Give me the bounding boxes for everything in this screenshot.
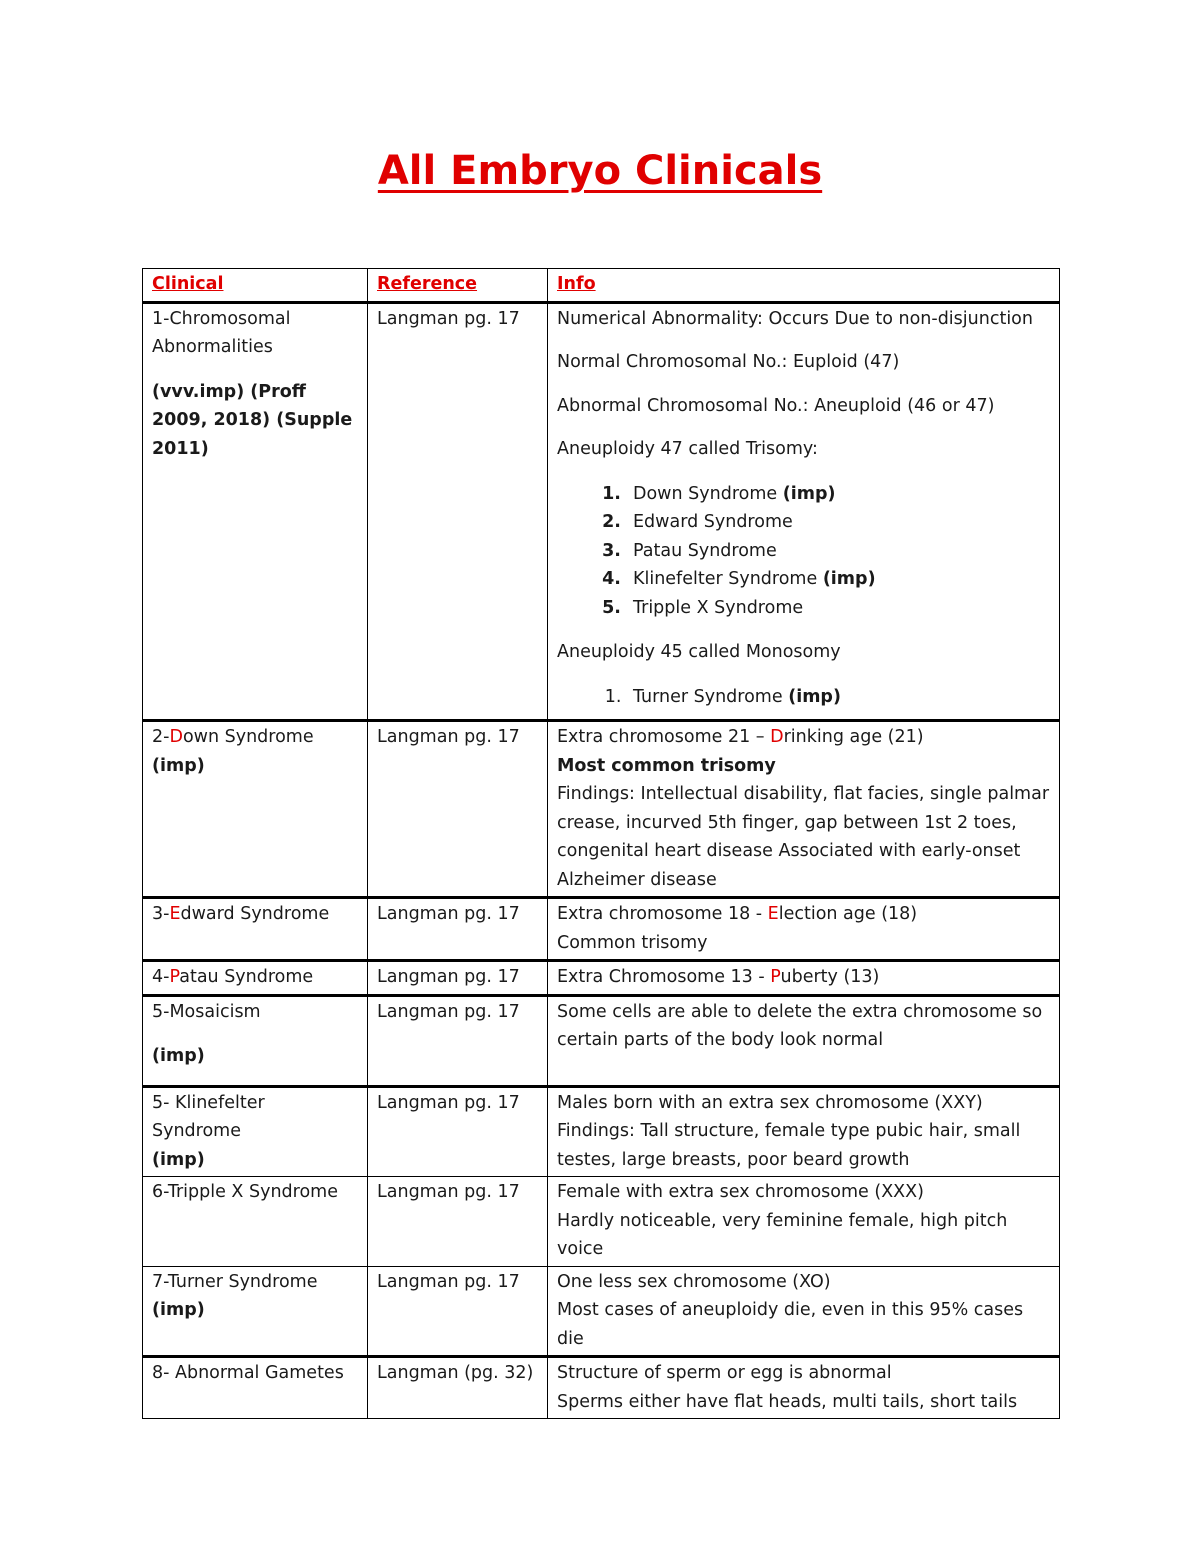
header-cell: [548, 269, 1060, 303]
imp-tag: (imp): [152, 1300, 205, 1320]
clinical-cell: 5- Klinefelter Syndrome (imp): [143, 1086, 368, 1177]
info-line: Abnormal Chromosomal No.: Aneuploid (46 or 47): [557, 395, 995, 416]
info-cell: Extra Chromosome 13 - Puberty (13): [548, 961, 1060, 996]
info-line: Numerical Abnormality: Occurs Due to non-disjunction: [557, 308, 1033, 329]
table-row: [143, 1086, 1060, 1177]
reference-cell: Langman pg. 17: [368, 961, 548, 996]
info-cell: Extra chromosome 18 - Election age (18) Common trisomy: [548, 898, 1060, 961]
table-row: [143, 302, 1060, 721]
header-clinical: Clinical: [152, 274, 224, 294]
info-cell: Structure of sperm or egg is abnormal Sperms either have flat heads, multi tails, short tails: [548, 1357, 1060, 1419]
reference-cell: Langman pg. 17: [368, 1177, 548, 1267]
list-item: 3. Patau Syndrome: [627, 537, 1050, 566]
info-cell: Extra chromosome 21 – Drinking age (21) Most common trisomy Findings: Intellectual disability, flat facies, single palmar crease, incurved 5th finger, gap between 1st 2 toes, congenital heart disease Associated with early-onset Alzheimer disease: [548, 721, 1060, 898]
info-cell: Female with extra sex chromosome (XXX) Hardly noticeable, very feminine female, high pitch voice: [548, 1177, 1060, 1267]
info-line: Aneuploidy 47 called Trisomy:: [557, 439, 818, 459]
page-title: All Embryo Clinicals: [377, 148, 823, 194]
header-cell: [368, 269, 548, 303]
table-header-row: [143, 269, 1060, 303]
list-item: 2. Edward Syndrome: [627, 508, 1050, 537]
reference-cell: Langman pg. 17: [368, 1086, 548, 1177]
reference-cell: Langman pg. 17: [368, 721, 548, 898]
list-item: 5. Tripple X Syndrome: [627, 594, 1050, 623]
clinical-name: 1-Chromosomal Abnormalities: [152, 308, 291, 357]
monosomy-list: [557, 683, 1050, 712]
table-row: [143, 898, 1060, 961]
clinical-cell: [143, 302, 368, 721]
list-item: 1. Down Syndrome (imp): [627, 480, 1050, 509]
info-cell: Some cells are able to delete the extra chromosome so certain parts of the body look normal: [548, 995, 1060, 1086]
clinical-cell: 8- Abnormal Gametes: [143, 1357, 368, 1419]
reference-cell: Langman pg. 17: [368, 995, 548, 1086]
info-line: Aneuploidy 45 called Monosomy: [557, 642, 841, 662]
info-line: Normal Chromosomal No.: Euploid (47): [557, 352, 900, 372]
reference-cell: Langman pg. 17: [368, 302, 548, 721]
reference-cell: Langman pg. 17: [368, 1266, 548, 1357]
clinical-cell: 4-Patau Syndrome: [143, 961, 368, 996]
info-cell: One less sex chromosome (XO) Most cases of aneuploidy die, even in this 95% cases die: [548, 1266, 1060, 1357]
info-cell: Males born with an extra sex chromosome (XXY) Findings: Tall structure, female type pubic hair, small testes, large breasts, poor beard growth: [548, 1086, 1060, 1177]
clinical-cell: 7-Turner Syndrome (imp): [143, 1266, 368, 1357]
imp-tag: (imp): [152, 1046, 205, 1066]
table-row: [143, 721, 1060, 898]
table-row: [143, 1357, 1060, 1419]
reference-cell: Langman (pg. 32): [368, 1357, 548, 1419]
table-row: [143, 1177, 1060, 1267]
list-item: 1. Turner Syndrome (imp): [627, 683, 1050, 712]
clinical-note: (vvv.imp) (Proff 2009, 2018) (Supple 2011): [152, 381, 353, 459]
imp-tag: (imp): [152, 1149, 205, 1170]
table-row: [143, 961, 1060, 996]
clinical-cell: 6-Tripple X Syndrome: [143, 1177, 368, 1267]
clinical-cell: 2-Down Syndrome (imp): [143, 721, 368, 898]
header-cell: [143, 269, 368, 303]
clinicals-table: [142, 268, 1060, 1419]
header-reference: Reference: [377, 274, 478, 294]
header-info: Info: [557, 274, 596, 294]
table-row: [143, 995, 1060, 1086]
trisomy-list: [557, 480, 1050, 623]
imp-tag: (imp): [152, 755, 205, 776]
clinical-cell: 5-Mosaicism (imp): [143, 995, 368, 1086]
clinical-cell: 3-Edward Syndrome: [143, 898, 368, 961]
table-row: [143, 1266, 1060, 1357]
info-cell: [548, 302, 1060, 721]
list-item: 4. Klinefelter Syndrome (imp): [627, 565, 1050, 594]
reference-cell: Langman pg. 17: [368, 898, 548, 961]
